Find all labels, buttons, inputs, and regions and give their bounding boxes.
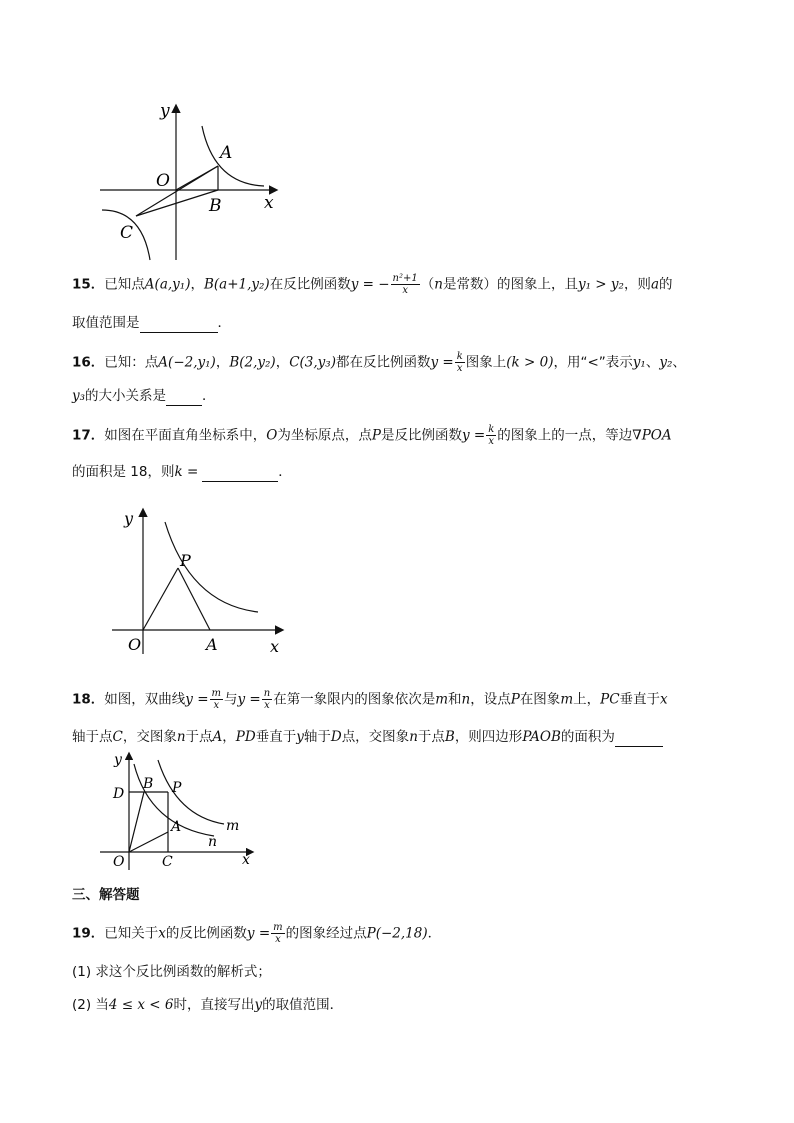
text: ，则 (623, 276, 651, 293)
question-16-line-1 (72, 351, 686, 374)
text: 的面积是 18，则 (72, 464, 175, 480)
question-number: 16． (72, 354, 105, 371)
text: 于点 (417, 729, 445, 745)
var-x: x (158, 925, 166, 942)
text: 于点 (185, 729, 213, 745)
var-y3: y₃ (72, 388, 86, 404)
condition: (k > 0) (506, 354, 554, 371)
fraction-denominator: x (402, 285, 408, 296)
question-19-sub-2 (72, 995, 343, 1015)
var-x: x (660, 691, 668, 708)
text: ． (217, 315, 231, 331)
text: 时，直接写出 (173, 997, 255, 1013)
point-b: B(2,y₂) (229, 354, 276, 371)
label-b: B (143, 776, 154, 792)
label-n: n (208, 834, 218, 850)
answer-blank[interactable] (140, 316, 218, 333)
function-2-lhs: y = (237, 691, 261, 708)
text: 垂直于 (619, 691, 661, 708)
question-15-line-2 (72, 313, 231, 333)
text: 如图在平面直角坐标系中， (104, 427, 267, 444)
var-p: P (371, 427, 381, 444)
point-a: A(a,y₁) (144, 276, 191, 293)
text: 与 (224, 691, 238, 708)
k-equals: k = (174, 464, 199, 480)
text: 已知关于 (104, 925, 159, 942)
question-18-line-2 (72, 727, 663, 747)
text: 是反比例函数 (380, 427, 462, 444)
fraction (455, 351, 465, 374)
text: 的大小关系是 (85, 388, 167, 404)
hyperbola-branch-1 (202, 126, 264, 186)
segment-ob (129, 792, 144, 852)
var-m: m (435, 691, 449, 708)
var-n: n (461, 691, 471, 708)
text: 轴于 (303, 729, 331, 745)
text: 的反比例函数 (165, 925, 247, 942)
label-a: A (171, 819, 182, 835)
text: 和 (448, 691, 462, 708)
fraction-denominator: x (456, 363, 463, 374)
hyperbola (165, 522, 258, 612)
section-title: 三、解答题 (72, 887, 140, 903)
var-y: y (254, 997, 263, 1013)
question-17-line-2 (72, 462, 292, 482)
label-m: m (226, 818, 240, 834)
label-p: P (180, 551, 191, 570)
text: 、 (645, 354, 660, 371)
point-p: P(−2,18) (366, 925, 428, 942)
var-y1: y₁ (632, 354, 646, 371)
var-c: C (112, 729, 123, 745)
fraction-denominator: x (275, 934, 281, 945)
var-y2: y₂ (659, 354, 673, 371)
fraction (391, 273, 420, 296)
fraction-numerator: k (456, 351, 463, 362)
label-x: x (270, 637, 280, 656)
var-n: n (409, 729, 418, 745)
fraction-denominator: x (213, 700, 220, 711)
text: 上， (573, 691, 601, 708)
text: 垂直于 (255, 729, 297, 745)
text: 点，交图象 (341, 729, 410, 745)
question-18-line-1 (72, 688, 668, 711)
text: 在反比例函数 (269, 276, 351, 293)
text: 的图象上的一点，等边 (497, 427, 633, 444)
text: ，则四边形 (454, 729, 523, 745)
label-y: y (114, 752, 122, 768)
segment-pc: PC (600, 691, 620, 708)
var-b: B (444, 729, 455, 745)
point-a: A(−2,y₁) (158, 354, 216, 371)
function-lhs: y = − (350, 276, 390, 293)
text: 的取值范围． (262, 997, 344, 1013)
triangle: ∇POA (632, 427, 672, 444)
text: ，设点 (470, 691, 511, 708)
label-y: y (124, 509, 134, 528)
text: ． (278, 464, 292, 480)
figure-q17 (110, 504, 290, 656)
question-15-line-1 (72, 273, 673, 296)
label-b: B (209, 196, 222, 216)
text: ，交图象 (122, 729, 177, 745)
question-19-sub-1: (1) 求这个反比例函数的解析式； (72, 964, 271, 980)
text: ． (202, 388, 216, 404)
text: 的图象经过点 (285, 925, 367, 942)
label-c: C (120, 223, 134, 243)
question-number: 15． (72, 276, 105, 293)
var-o: O (266, 427, 278, 444)
text: ． (427, 925, 442, 942)
answer-blank[interactable] (615, 730, 663, 747)
text: 如图，双曲线 (104, 691, 186, 708)
segment-ca (136, 166, 218, 216)
text: 都在反比例函数 (335, 354, 431, 371)
segment-oa (129, 832, 168, 852)
label-x: x (264, 193, 274, 213)
segment-cb (136, 190, 218, 216)
label-x: x (242, 852, 250, 868)
condition: 4 ≤ x < 6 (108, 997, 174, 1013)
fraction-denominator: x (264, 700, 270, 711)
function-lhs: y = (461, 427, 486, 444)
var-a: A (212, 729, 223, 745)
var-n: n (434, 276, 443, 293)
label-o: O (156, 171, 170, 191)
fraction-numerator: n (263, 688, 271, 699)
text: 已知：点 (104, 354, 159, 371)
question-19-line-1 (72, 922, 441, 945)
fraction-m (210, 688, 223, 711)
label-y: y (160, 101, 170, 121)
text: 图象上 (465, 354, 507, 371)
fraction (271, 922, 284, 945)
text: 的 (659, 276, 673, 293)
function-lhs: y = (430, 354, 454, 371)
text: 、 (672, 354, 686, 371)
question-number: 18． (72, 691, 105, 708)
figure-q14 (96, 96, 286, 266)
quadrilateral: PAOB (522, 729, 561, 745)
fraction-numerator: m (211, 688, 222, 699)
text: 在图象 (519, 691, 561, 708)
label-a: A (206, 635, 218, 654)
answer-blank[interactable] (202, 465, 278, 482)
question-number: 19． (72, 925, 105, 942)
label-p: P (172, 780, 182, 796)
label-c: C (162, 854, 173, 870)
var-n: n (176, 729, 186, 745)
var-d: D (330, 729, 342, 745)
var-y: y (296, 729, 304, 745)
question-number: 17． (72, 427, 105, 444)
label-o: O (113, 854, 125, 870)
point-b: B(a+1,y₂) (203, 276, 270, 293)
var-p: P (510, 691, 520, 708)
text: 是常数）的图象上，且 (442, 276, 578, 293)
text: ，用“<”表示 (553, 354, 633, 371)
fraction-numerator: m (273, 922, 283, 933)
text: ， (190, 276, 204, 293)
segment-op (143, 568, 178, 630)
function-lhs: y = (246, 925, 271, 942)
var-a: a (650, 276, 659, 293)
var-m: m (560, 691, 574, 708)
label-a: A (220, 143, 233, 163)
segment-pd: PD (235, 729, 256, 745)
text: 为坐标原点，点 (277, 427, 372, 444)
condition: y₁ > y₂ (577, 276, 624, 293)
fraction-n (262, 688, 272, 711)
question-17-line-1 (72, 424, 672, 447)
text: （ (420, 276, 435, 293)
fraction-numerator: k (488, 424, 495, 435)
answer-blank[interactable] (166, 389, 202, 406)
text: 取值范围是 (72, 315, 140, 331)
text: ， (275, 354, 290, 371)
text: 的面积为 (560, 729, 615, 745)
point-c: C(3,y₃) (289, 354, 336, 371)
fraction (486, 424, 496, 447)
fraction-numerator: n²+1 (392, 273, 418, 284)
text: 已知点 (104, 276, 145, 293)
label-d: D (113, 786, 125, 802)
text: ， (222, 729, 236, 745)
fraction-denominator: x (488, 436, 495, 447)
question-16-line-2 (72, 386, 216, 406)
text: 轴于点 (72, 729, 113, 745)
figure-q18 (96, 748, 262, 874)
segment-pa (178, 568, 210, 630)
label-o: O (128, 635, 142, 654)
text: ， (215, 354, 230, 371)
text: (2) 当 (72, 997, 109, 1013)
function-1-lhs: y = (185, 691, 209, 708)
text: 在第一象限内的图象依次是 (273, 691, 436, 708)
